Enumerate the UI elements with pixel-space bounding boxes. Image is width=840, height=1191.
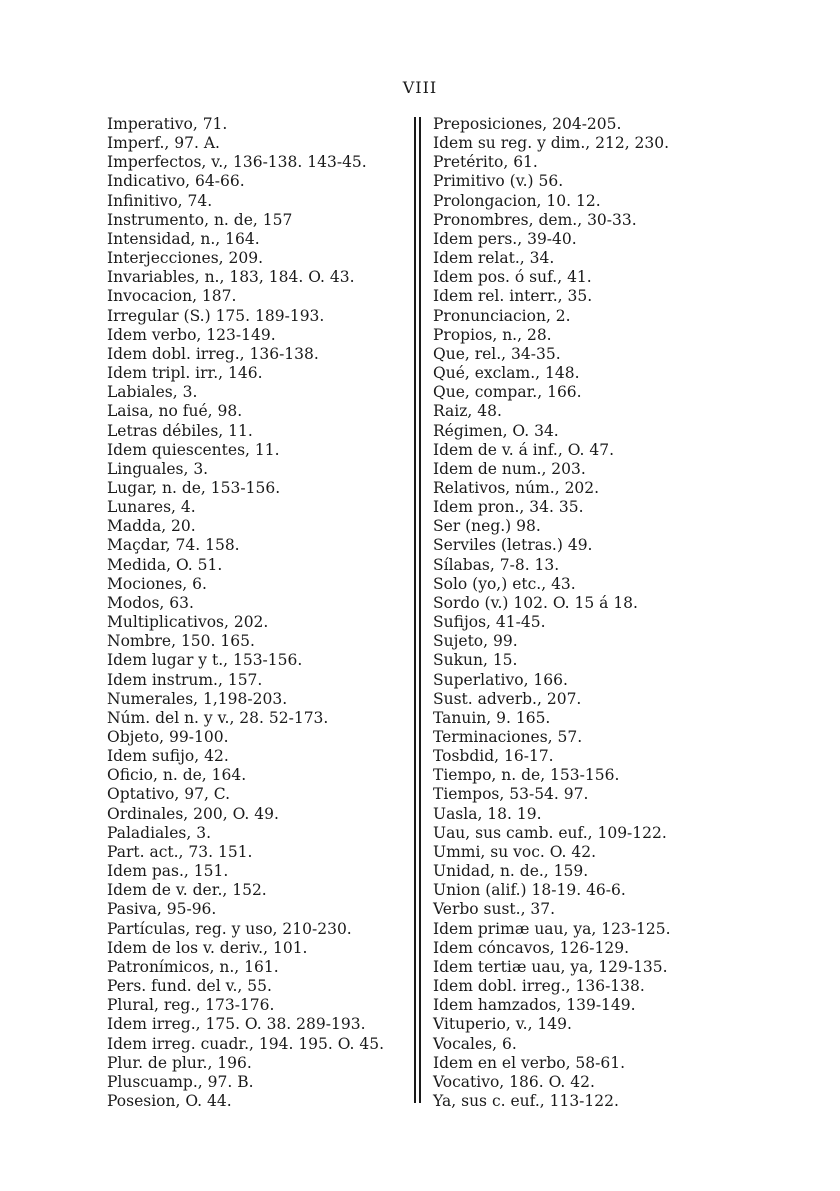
index-entry: Letras débiles, 11.: [107, 421, 253, 440]
index-entry: Que, compar., 166.: [433, 383, 582, 402]
index-entry: Invocacion, 187.: [107, 287, 237, 306]
index-entry: Serviles (letras.) 49.: [433, 536, 593, 555]
index-entry: Nombre, 150. 165.: [107, 632, 255, 651]
index-entry: Raiz, 48.: [433, 402, 502, 421]
index-entry: Núm. del n. y v., 28. 52-173.: [107, 708, 329, 727]
index-entry: Mociones, 6.: [107, 574, 207, 593]
index-entry: Ser (neg.) 98.: [433, 517, 541, 536]
index-entry: Terminaciones, 57.: [433, 728, 583, 746]
column-divider-rule: [419, 117, 421, 1103]
index-entry: Ummi, su voc. O. 42.: [433, 842, 597, 861]
index-entry: Infinitivo, 74.: [107, 191, 213, 210]
index-entry: Patronímicos, n., 161.: [107, 957, 279, 976]
index-entry: Vocativo, 186. O. 42.: [433, 1072, 595, 1091]
page-number: VIII: [402, 78, 438, 97]
index-entry: Linguales, 3.: [107, 459, 209, 478]
index-entry: Idem tripl. irr., 146.: [107, 364, 263, 383]
index-entry: Instrumento, n. de, 157: [107, 210, 293, 229]
index-column-left: [107, 115, 407, 1111]
index-entry: Irregular (S.) 175. 189-193.: [107, 306, 325, 325]
index-entry: Idem sufijo, 42.: [107, 747, 229, 766]
index-entry: Indicativo, 64-66.: [107, 172, 245, 191]
index-entry: Plural, reg., 173-176.: [107, 996, 275, 1015]
index-entry: Idem pas., 151.: [107, 862, 229, 881]
index-entry: Idem hamzados, 139-149.: [433, 996, 636, 1015]
index-entry: Idem tertiæ uau, ya, 129-135.: [433, 957, 668, 976]
index-entry: Pronunciacion, 2.: [433, 306, 571, 325]
index-entry: Sordo (v.) 102. O. 15 á 18.: [433, 593, 638, 612]
index-entry: Idem irreg. cuadr., 194. 195. O. 45.: [107, 1034, 385, 1053]
index-entry: Union (alif.) 18-19. 46-6.: [433, 881, 626, 900]
index-entry: Medida, O. 51.: [107, 555, 223, 574]
index-entry: Tiempo, n. de, 153-156.: [433, 766, 620, 785]
index-entry: Pretérito, 61.: [433, 153, 538, 172]
index-entry: Sílabas, 7-8. 13.: [433, 555, 560, 574]
index-entry: Madda, 20.: [107, 517, 196, 536]
index-entry: Laisa, no fué, 98.: [107, 402, 243, 421]
index-entry: Pers. fund. del v., 55.: [107, 977, 272, 996]
index-entry: Idem de num., 203.: [433, 459, 586, 478]
index-entry: Sust. adverb., 207.: [433, 689, 582, 708]
index-entry: Idem instrum., 157.: [107, 670, 263, 689]
index-entry: Idem cóncavos, 126-129.: [433, 938, 629, 957]
index-entry: Idem irreg., 175. O. 38. 289-193.: [107, 1015, 366, 1034]
index-entry: Vituperio, v., 149.: [433, 1015, 572, 1034]
index-entry: Régimen, O. 34.: [433, 421, 559, 440]
index-entry: Pronombres, dem., 30-33.: [433, 210, 637, 229]
index-entry: Propios, n., 28.: [433, 325, 552, 344]
index-entry: Idem relat., 34.: [433, 249, 555, 268]
index-entry: Idem pers., 39-40.: [433, 229, 577, 248]
index-entry: Tiempos, 53-54. 97.: [433, 785, 589, 804]
index-entry: Numerales, 1,198-203.: [107, 689, 288, 708]
index-entry: Imperf., 97. A.: [107, 134, 220, 153]
index-entry: Superlativo, 166.: [433, 670, 568, 689]
index-entry: Labiales, 3.: [107, 383, 198, 402]
index-entry: Qué, exclam., 148.: [433, 364, 580, 383]
index-entry: Sufijos, 41-45.: [433, 613, 546, 632]
index-entry: Partículas, reg. y uso, 210-230.: [107, 919, 352, 938]
index-entry: Paladiales, 3.: [107, 823, 212, 842]
index-entry: Plur. de plur., 196.: [107, 1053, 252, 1072]
index-entry: Idem en el verbo, 58-61.: [433, 1053, 626, 1072]
index-entry: Modos, 63.: [107, 593, 194, 612]
index-entry: Pasiva, 95-96.: [107, 900, 217, 919]
index-entry: Invariables, n., 183, 184. O. 43.: [107, 268, 355, 287]
index-entry: Pluscuamp., 97. B.: [107, 1072, 254, 1091]
index-entry: Idem de los v. deriv., 101.: [107, 938, 308, 957]
index-entry: Idem lugar y t., 153-156.: [107, 651, 303, 670]
index-entry: Idem quiescentes, 11.: [107, 440, 280, 459]
index-entry: Tanuin, 9. 165.: [433, 708, 551, 727]
index-entry: Idem primæ uau, ya, 123-125.: [433, 919, 671, 938]
index-entry: Idem rel. interr., 35.: [433, 287, 593, 306]
index-entry: Idem de v. á inf., O. 47.: [433, 440, 615, 459]
index-entry: Interjecciones, 209.: [107, 249, 264, 268]
index-entry: Maçdar, 74. 158.: [107, 536, 240, 555]
index-entry: Ordinales, 200, O. 49.: [107, 804, 279, 823]
index-entry: Idem pos. ó suf., 41.: [433, 268, 592, 287]
index-entry: Imperfectos, v., 136-138. 143-45.: [107, 153, 367, 172]
index-entry: Idem dobl. irreg., 136-138.: [107, 344, 319, 363]
index-entry: Vocales, 6.: [433, 1034, 517, 1053]
index-entry: Tosbdid, 16-17.: [433, 747, 554, 766]
index-entry: Lunares, 4.: [107, 498, 196, 517]
index-entry: Uau, sus camb. euf., 109-122.: [433, 823, 667, 842]
index-entry: Sukun, 15.: [433, 651, 518, 670]
index-entry: Uasla, 18. 19.: [433, 804, 542, 823]
index-entry: Prolongacion, 10. 12.: [433, 191, 601, 210]
index-entry: Verbo sust., 37.: [433, 900, 556, 919]
index-entry: Intensidad, n., 164.: [107, 229, 260, 248]
index-entry: Oficio, n. de, 164.: [107, 766, 247, 785]
index-entry: Optativo, 97, C.: [107, 785, 231, 804]
index-entry: Idem de v. der., 152.: [107, 881, 267, 900]
index-entry: Imperativo, 71.: [107, 115, 228, 133]
column-divider-rule: [414, 117, 416, 1103]
index-entry: Idem dobl. irreg., 136-138.: [433, 977, 645, 996]
index-entry: Posesion, O. 44.: [107, 1091, 232, 1110]
index-entry: Objeto, 99-100.: [107, 728, 229, 746]
index-entry: Sujeto, 99.: [433, 632, 518, 651]
index-entry: Preposiciones, 204-205.: [433, 115, 622, 133]
index-entry: Idem su reg. y dim., 212, 230.: [433, 134, 670, 153]
index-entry: Multiplicativos, 202.: [107, 613, 269, 632]
index-entry: Idem verbo, 123-149.: [107, 325, 276, 344]
index-column-right: [433, 115, 723, 1111]
index-entry: Relativos, núm., 202.: [433, 478, 600, 497]
index-entry: Lugar, n. de, 153-156.: [107, 478, 281, 497]
index-entry: Que, rel., 34-35.: [433, 344, 561, 363]
index-entry: Solo (yo,) etc., 43.: [433, 574, 576, 593]
index-entry: Idem pron., 34. 35.: [433, 498, 584, 517]
index-entry: Part. act., 73. 151.: [107, 842, 253, 861]
index-entry: Primitivo (v.) 56.: [433, 172, 564, 191]
index-entry: Unidad, n. de., 159.: [433, 862, 589, 881]
index-entry: Ya, sus c. euf., 113-122.: [433, 1091, 619, 1110]
